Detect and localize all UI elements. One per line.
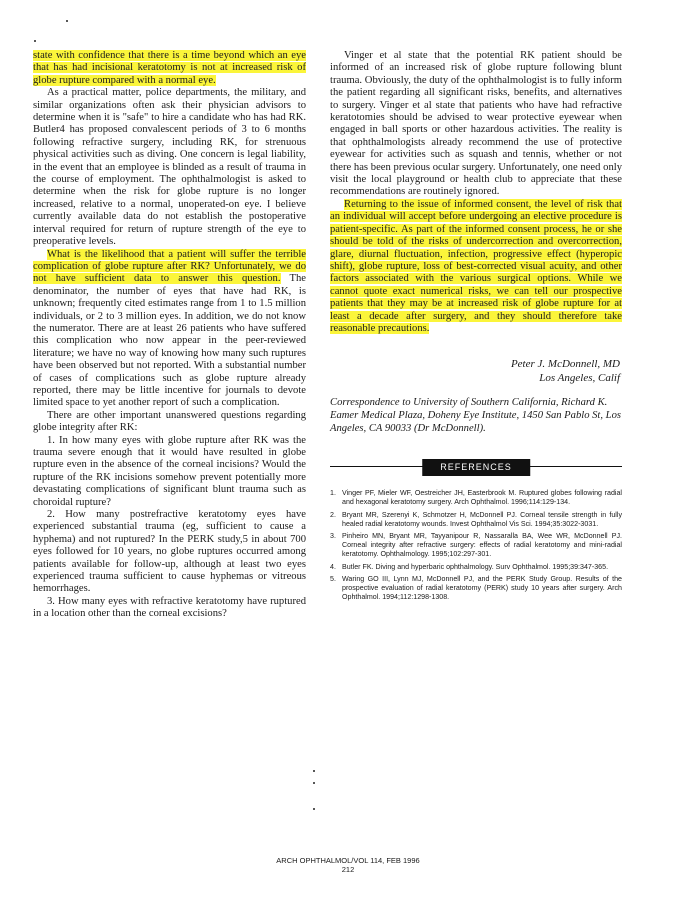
reference-item: 1. Vinger PF, Mieler WF, Oestreicher JH, Easterbrook M. Ruptured globes following radial and hexagonal keratotomy surgery. Arch Ophthalmol. 1996;114:129-134. — [330, 489, 622, 507]
page-number: 212 — [341, 865, 355, 874]
reference-list — [330, 489, 622, 602]
paragraph-text: The denominator, the number of eyes that have had RK, is unknown; frequently cited estimates range from 1 to 1.5 million individuals, or 2 to 3 million eyes. In addition, we do not know the numerator. There are at least 26 patients who have suffered this complication who now appear in the peer-reviewed literature; we have no way of knowing how many such ruptures have been observed but not reported. With a substantial number of cases of complications such as globe rupture already reported, there may be little incentive for journals to devote limited space to yet another report of such a complication. — [33, 273, 306, 409]
paragraph: 1. In how many eyes with globe rupture after RK was the trauma severe enough that it would have resulted in globe rupture even in the absence of the corneal incisions? Would the rupture of the RK incisions somehow prevent potentially more devastating complications of significant blunt trauma such as choroidal rupture? — [33, 434, 306, 508]
highlighted-text: What is the likelihood that a patient will suffer the terrible complication of globe rupture after RK? Unfortunately, we do not have sufficient data to answer this question. — [33, 248, 306, 285]
right-column — [330, 50, 622, 605]
author-name: Peter J. McDonnell, MD — [510, 358, 620, 371]
scan-speck — [313, 770, 315, 772]
scan-speck — [66, 20, 68, 22]
paragraph — [33, 249, 306, 410]
references-heading: REFERENCES — [422, 459, 530, 475]
highlighted-text: state with confidence that there is a time beyond which an eye that has had incisional keratotomy is not at increased risk of globe rupture compared with a normal eye. — [33, 50, 306, 86]
left-column — [33, 50, 306, 621]
author-location: Los Angeles, Calif — [539, 372, 620, 385]
scan-speck — [34, 40, 36, 42]
paragraph: 3. How many eyes with refractive keratotomy have ruptured in a location other than the corneal excisions? — [33, 595, 306, 620]
paragraph: As a practical matter, police departments, the military, and similar organizations often ask their physician advisors to determine when it is "safe" to hire a candidate who has had RK. Butler4 has proposed convalescent periods of 3 to 6 months following refractive surgery, including RK, for strenuous physical activities such as diving. One concern is legal liability, in the event that an employee is blinded as a result of trauma in the course of employment. The ophthalmologist is asked to determine when the risk for globe rupture is no longer increased, relative to a normal, unoperated-on eye. I believe currently available data do not establish the postoperative interval required for return of rupture strength of the eye to preoperative levels. — [33, 87, 306, 248]
paragraph — [330, 199, 622, 335]
reference-item: 2. Bryant MR, Szerenyi K, Schmotzer H, McDonnell PJ. Corneal tensile strength in fully healed radial keratotomy wounds. Invest Ophthalmol Vis Sci. 1994;35:3022-3031. — [330, 510, 622, 528]
paragraph — [33, 50, 306, 87]
author-signature — [330, 357, 620, 385]
reference-item: 3. Pinheiro MN, Bryant MR, Tayyanipour R, Nassaralla BA, Wee WR, McDonnell PJ. Corneal integrity after refractive surgery: effects of radial keratotomy and mini-radial keratotomy. Ophthalmology. 1995;102:297-301. — [330, 531, 622, 559]
correspondence-note: Correspondence to University of Southern California, Richard K. Eamer Medical Plaza, Doheny Eye Institute, 1450 San Pablo St, Los Angeles, CA 90033 (Dr McDonnell). — [330, 397, 621, 434]
paragraph: Vinger et al state that the potential RK patient should be informed of an increased risk of globe rupture following blunt trauma. Obviously, the duty of the ophthalmologist is to fully inform the patient regarding all significant risks, benefits, and alternatives to surgery. Vinger et al state that patients who have had refractive keratotomies should be advised to wear protective eyewear when engaged in ball sports or other hazardous activities. The reality is that ophthalmologists already recommend the use of protective eyewear for activities such as squash and tennis, whether or not there has been previous ocular surgery. Unfortunately, one need only visit the local playground or health club to appreciate that these recommendations are routinely ignored. — [330, 50, 622, 198]
reference-item: 4. Butler FK. Diving and hyperbaric ophthalmology. Surv Ophthalmol. 1995;39:347-365. — [330, 562, 609, 571]
reference-item: 5. Waring GO III, Lynn MJ, McDonnell PJ, and the PERK Study Group. Results of the prospective evaluation of radial keratotomy (PERK) study 10 years after surgery. Arch Ophthalmol. 1994;112:1298-1308. — [330, 574, 622, 602]
paragraph: 2. How many postrefractive keratotomy eyes have experienced substantial trauma (eg, sufficient to cause a hyphema) and not ruptured? In the PERK study,5 in about 700 eyes followed for 10 years, no globe ruptures occurred among patients available for follow-up, although at least two eyes experienced trauma sufficient to cause hyphemas or vitreous hemorrhages. — [33, 509, 306, 595]
scan-speck — [313, 782, 315, 784]
paragraph: There are other important unanswered questions regarding globe integrity after RK: — [33, 409, 306, 434]
references-header — [330, 459, 622, 475]
page-footer — [0, 856, 696, 874]
highlighted-text: Returning to the issue of informed consent, the level of risk that an individual will accept before undergoing an elective procedure is patient-specific. As part of the informed consent process, he or she should be told of the risks of undercorrection and overcorrection, glare, diurnal fluctuation, infection, progressive effect (hyperopic shift), globe rupture, loss of best-corrected visual acuity, and other factors associated with the various surgical options. While we cannot quote exact numerical risks, we can tell our prospective patients that they may be at increased risk of globe rupture for at least a decade after surgery, and they should therefore take reasonable precautions. — [330, 198, 622, 334]
journal-citation: ARCH OPHTHALMOL/VOL 114, FEB 1996 — [276, 856, 420, 865]
scan-speck — [313, 808, 315, 810]
